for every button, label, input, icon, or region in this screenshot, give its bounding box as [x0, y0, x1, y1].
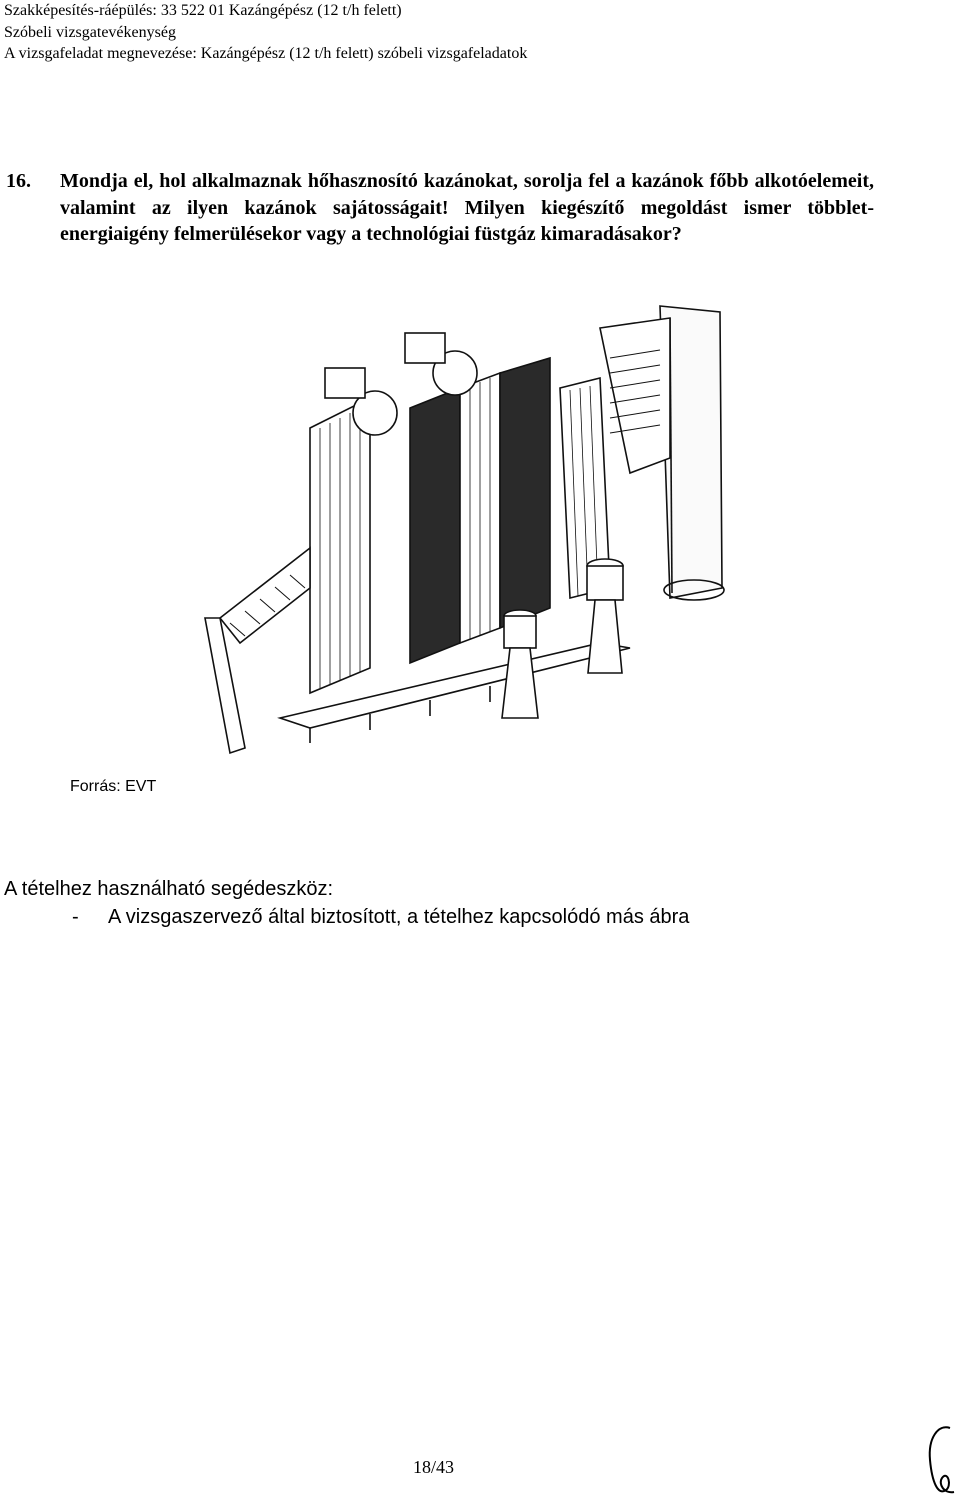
question-block: [6, 168, 874, 248]
aids-title: A tételhez használható segédeszköz:: [4, 878, 334, 900]
header-line-3: A vizsgafeladat megnevezése: Kazángépész (12 t/h felett) szóbeli vizsgafeladatok: [4, 45, 528, 62]
aid-list-item: [72, 906, 689, 929]
header-line-1: Szakképesítés-ráépülés: 33 522 01 Kazángépész (12 t/h felett): [4, 2, 402, 19]
page-number: 18/43: [413, 1457, 455, 1477]
aid-item-text: A vizsgaszervező által biztosított, a tételhez kapcsolódó más ábra: [108, 906, 690, 928]
signature-mark: [920, 1420, 960, 1500]
header-line-2: Szóbeli vizsgatevékenység: [4, 23, 176, 41]
figure-source: Forrás: EVT: [70, 778, 157, 795]
boiler-illustration: [200, 298, 740, 773]
question-number: 16.: [6, 170, 31, 192]
aid-bullet: -: [72, 906, 79, 928]
page-header: [4, 0, 527, 65]
question-text: Mondja el, hol alkalmaznak hőhasznosító kazánokat, sorolja fel a kazánok főbb alkotóelemeit, valamint az ilyen kazánok sajátosságait! Milyen kiegészítő megoldást ismer többlet-energiaigény felmerülésekor vagy a technológiai füstgáz kimaradásakor?: [60, 170, 874, 245]
